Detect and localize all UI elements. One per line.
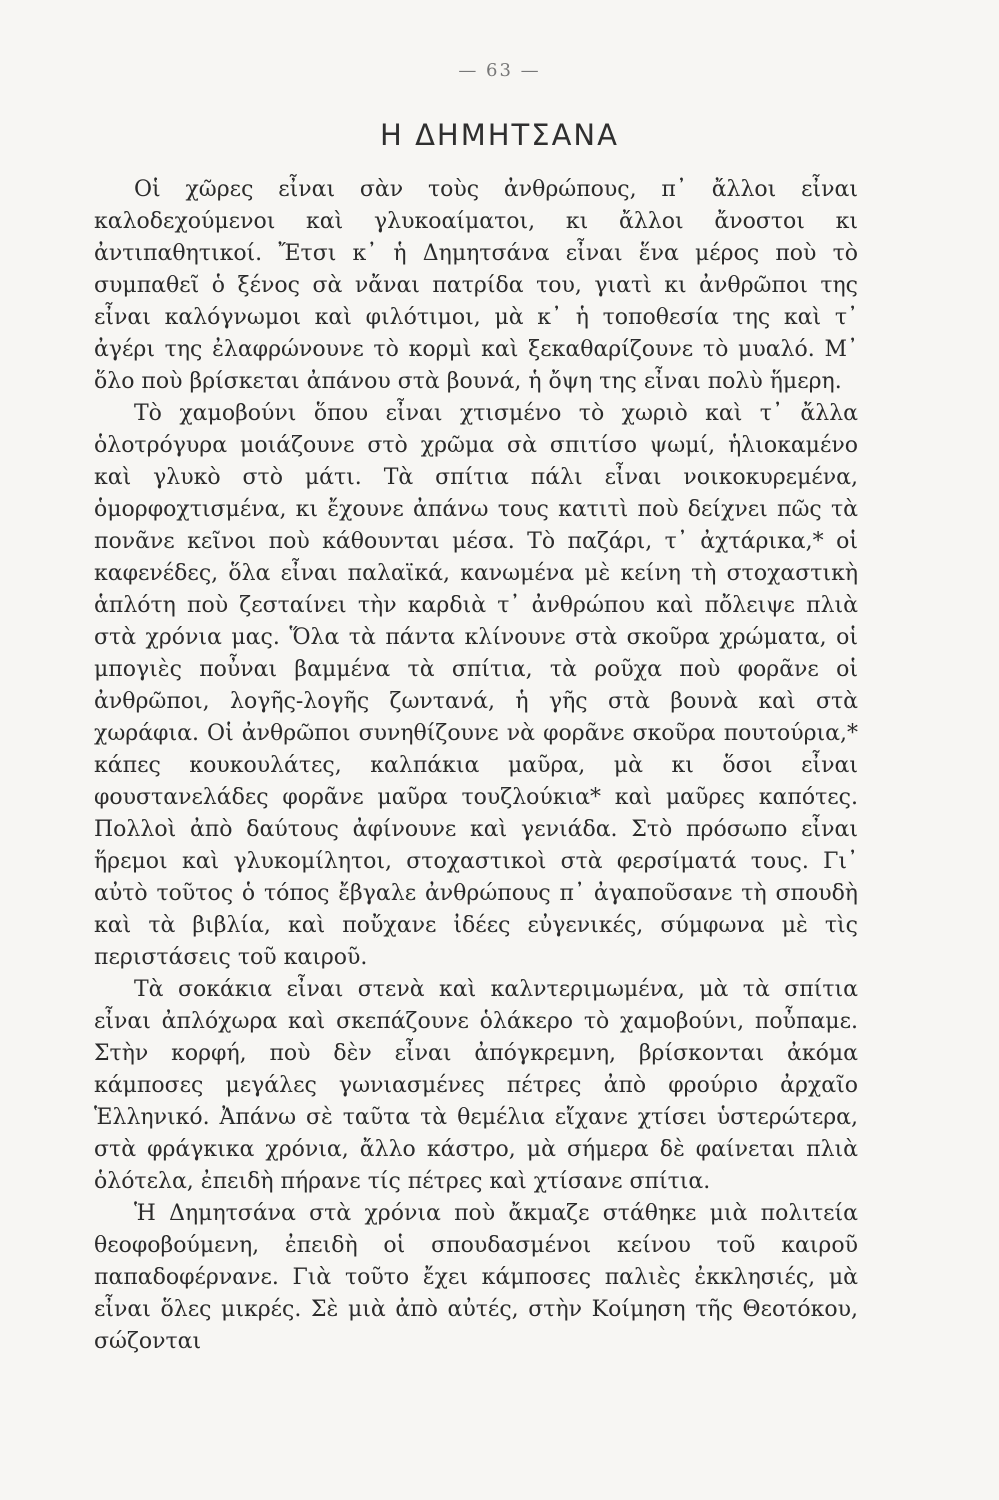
body-text (94, 174, 858, 1358)
paragraph: Τὰ σοκάκια εἶναι στενὰ καὶ καλντεριμωμένα, μὰ τὰ σπίτια εἶναι ἀπλόχωρα καὶ σκεπάζουνε ὁλάκερο τὸ χαμοβούνι, ποὖπαμε. Στὴν κορφή, ποὺ δὲν εἶναι ἀπόγκρεμνη, βρίσκονται ἀκόμα κάμποσες μεγάλες γωνιασμένες πέτρες ἀπὸ φρούριο ἀρχαῖο Ἑλληνικό. Ἀπάνω σὲ ταῦτα τὰ θεμέλια εἴχανε χτίσει ὑστερώτερα, στὰ φράγκικα χρόνια, ἄλλο κάστρο, μὰ σήμερα δὲ φαίνεται πλιὰ ὁλότελα, ἐπειδὴ πήρανε τίς πέτρες καὶ χτίσανε σπίτια. (94, 977, 858, 1194)
chapter-title: Η ΔΗΜΗΤΣΑΝΑ (380, 118, 619, 152)
paragraph: Οἱ χῶρες εἶναι σὰν τοὺς ἀνθρώπους, π᾿ ἄλλοι εἶναι καλοδεχούμενοι καὶ γλυκοαίματοι, κι ἄλλοι ἄνοστοι κι ἀντιπαθητικοί. Ἔτσι κ᾿ ἡ Δημητσάνα εἶναι ἕνα μέρος ποὺ τὸ συμπαθεῖ ὁ ξένος σὰ νἄναι πατρίδα του, γιατὶ κι ἀνθρῶποι της εἶναι καλόγνωμοι καὶ φιλότιμοι, μὰ κ᾿ ἡ τοποθεσία της καὶ τ᾿ ἀγέρι της ἐλαφρώνουνε τὸ κορμὶ καὶ ξεκαθαρίζουνε τὸ μυαλό. Μ᾿ ὅλο ποὺ βρίσκεται ἀπάνου στὰ βουνά, ἡ ὄψη της εἶναι πολὺ ἥμερη. (94, 177, 858, 394)
paragraph: Ἡ Δημητσάνα στὰ χρόνια ποὺ ἄκμαζε στάθηκε μιὰ πολιτεία θεοφοβούμενη, ἐπειδὴ οἱ σπουδασμένοι κείνου τοῦ καιροῦ παπαδοφέρνανε. Γιὰ τοῦτο ἔχει κάμποσες παλιὲς ἐκκλησιές, μὰ εἶναι ὅλες μικρές. Σὲ μιὰ ἀπὸ αὐτές, στὴν Κοίμηση τῆς Θεοτόκου, σώζονται (94, 1201, 858, 1354)
page-number: — 63 — (458, 60, 541, 81)
paragraph: Τὸ χαμοβούνι ὅπου εἶναι χτισμένο τὸ χωριὸ καὶ τ᾿ ἄλλα ὁλοτρόγυρα μοιάζουνε στὸ χρῶμα σὰ σπιτίσο ψωμί, ἡλιοκαμένο καὶ γλυκὸ στὸ μάτι. Τὰ σπίτια πάλι εἶναι νοικοκυρεμένα, ὁμορφοχτισμένα, κι ἔχουνε ἀπάνω τους κατιτὶ ποὺ δείχνει πῶς τὰ πονᾶνε κεῖνοι ποὺ κάθουνται μέσα. Τὸ παζάρι, τ᾿ ἀχτάρικα,* οἱ καφενέδες, ὅλα εἶναι παλαϊκά, κανωμένα μὲ κείνη τὴ στοχαστικὴ ἁπλότη ποὺ ζεσταίνει τὴν καρδιὰ τ᾿ ἀνθρώπου καὶ πὄλειψε πλιὰ στὰ χρόνια μας. Ὅλα τὰ πάντα κλίνουνε στὰ σκοῦρα χρώματα, οἱ μπογιὲς ποὖναι βαμμένα τὰ σπίτια, τὰ ροῦχα ποὺ φορᾶνε οἱ ἀνθρῶποι, λογῆς-λογῆς ζωντανά, ἡ γῆς στὰ βουνὰ καὶ στὰ χωράφια. Οἱ ἀνθρῶποι συνηθίζουνε νὰ φορᾶνε σκοῦρα πουτούρια,* κάπες κουκουλάτες, καλπάκια μαῦρα, μὰ κι ὅσοι εἶναι φουστανελάδες φορᾶνε μαῦρα τουζλούκια* καὶ μαῦρες καπότες. Πολλοὶ ἀπὸ δαύτους ἀφίνουνε καὶ γενιάδα. Στὸ πρόσωπο εἶναι ἥρεμοι καὶ γλυκομίλητοι, στοχαστικοὶ στὰ φερσίματά τους. Γι᾿ αὐτὸ τοῦτος ὁ τόπος ἔβγαλε ἀνθρώπους π᾿ ἀγαποῦσανε τὴ σπουδὴ καὶ τὰ βιβλία, καὶ ποὔχανε ἰδέες εὐγενικές, σύμφωνα μὲ τὶς περιστάσεις τοῦ καιροῦ. (94, 401, 858, 970)
